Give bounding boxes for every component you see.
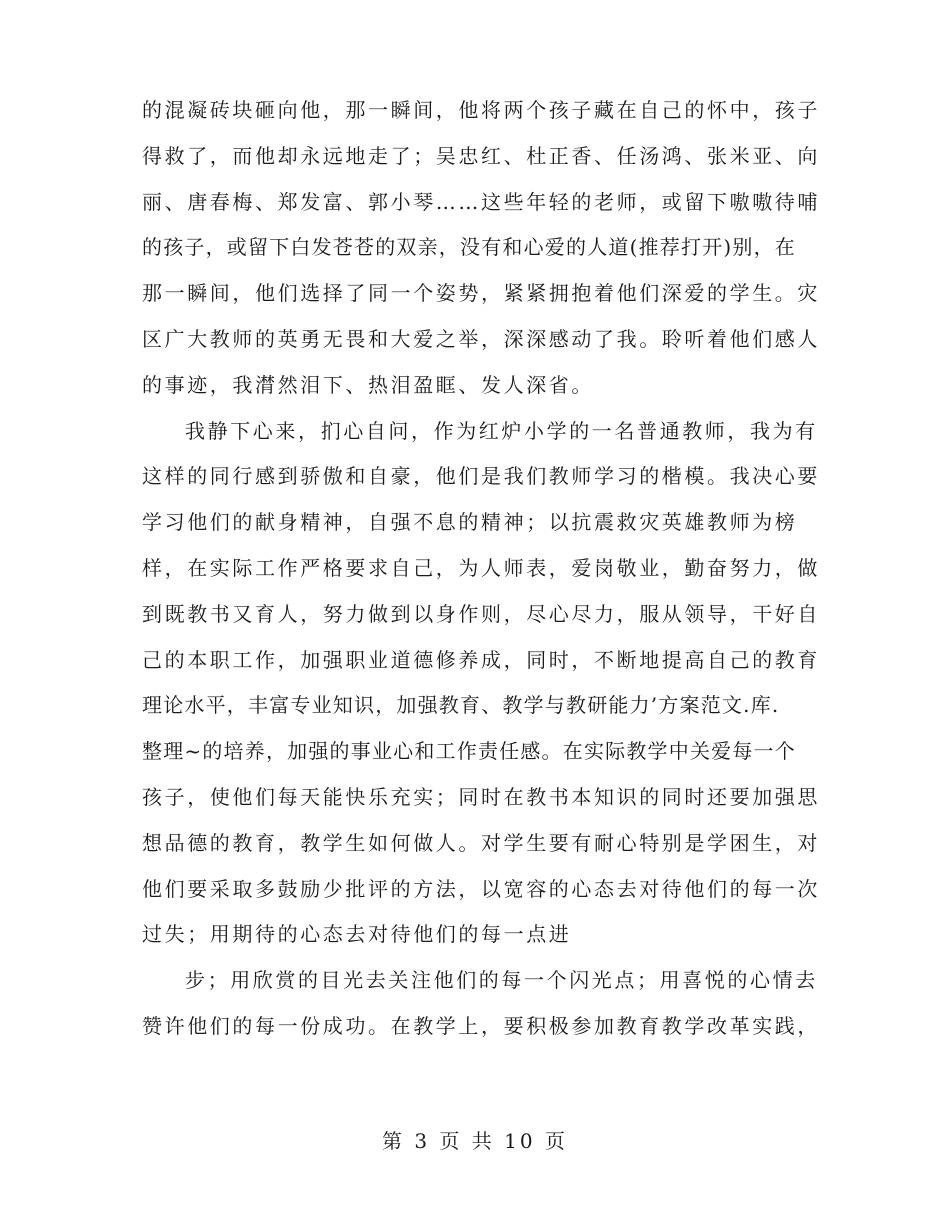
text-line: 想品德的教育，教学生如何做人。对学生要有耐心特别是学困生，对 — [142, 830, 820, 855]
text-line: 过失；用期待的心态去对待他们的每一点进 — [142, 922, 572, 947]
text-line: 孩子，使他们每天能快乐充实；同时在教书本知识的同时还要加强思 — [142, 784, 820, 809]
text-line: 他们要采取多鼓励少批评的方法，以宽容的心态去对待他们的每一次 — [142, 876, 820, 901]
text-line: 区广大教师的英勇无畏和大爱之举，深深感动了我。聆听着他们感人 — [142, 326, 820, 351]
page-number-footer: 第 3 页 共 10 页 — [382, 1129, 568, 1153]
text-line: 整理~的培养，加强的事业心和工作责任感。在实际教学中关爱每一个 — [142, 739, 796, 764]
text-line: 己的本职工作，加强职业道德修养成，同时，不断地提高自己的教育 — [142, 647, 820, 672]
text-line: 我静下心来，扪心自问，作为红炉小学的一名普通教师，我为有 — [185, 418, 818, 443]
body-text — [142, 88, 820, 1050]
text-line: 丽、唐春梅、郑发富、郭小琴……这些年轻的老师，或留下嗷嗷待哺 — [142, 189, 820, 214]
text-line: 的混凝砖块砸向他，那一瞬间，他将两个孩子藏在自己的怀中，孩子 — [142, 98, 820, 122]
text-line: 样，在实际工作严格要求自己，为人师表，爱岗敬业，勤奋努力，做 — [142, 555, 820, 580]
text-line: 的孩子，或留下白发苍苍的双亲，没有和心爱的人道(推荐打开)别，在 — [142, 235, 797, 260]
text-line: 赞许他们的每一份成功。在教学上，要积极参加教育教学改革实践， — [142, 1013, 820, 1038]
text-line: 理论水平，丰富专业知识，加强教育、教学与教研能力’方案范文.库. — [142, 693, 780, 718]
text-line: 得救了，而他却永远地走了；吴忠红、杜正香、任汤鸿、张米亚、向 — [142, 143, 820, 168]
text-line: 的事迹，我潸然泪下、热泪盈眶、发人深省。 — [142, 372, 594, 397]
text-line: 学习他们的献身精神，自强不息的精神；以抗震救灾英雄教师为榜 — [142, 510, 798, 535]
text-line: 那一瞬间，他们选择了同一个姿势，紧紧拥抱着他们深爱的学生。灾 — [142, 281, 820, 306]
text-line: 步；用欣赏的目光去关注他们的每一个闪光点；用喜悦的心情去 — [185, 968, 818, 993]
text-line: 到既教书又育人，努力做到以身作则，尽心尽力，服从领导，干好自 — [142, 601, 820, 626]
text-line: 这样的同行感到骄傲和自豪，他们是我们教师学习的楷模。我决心要 — [142, 464, 820, 489]
